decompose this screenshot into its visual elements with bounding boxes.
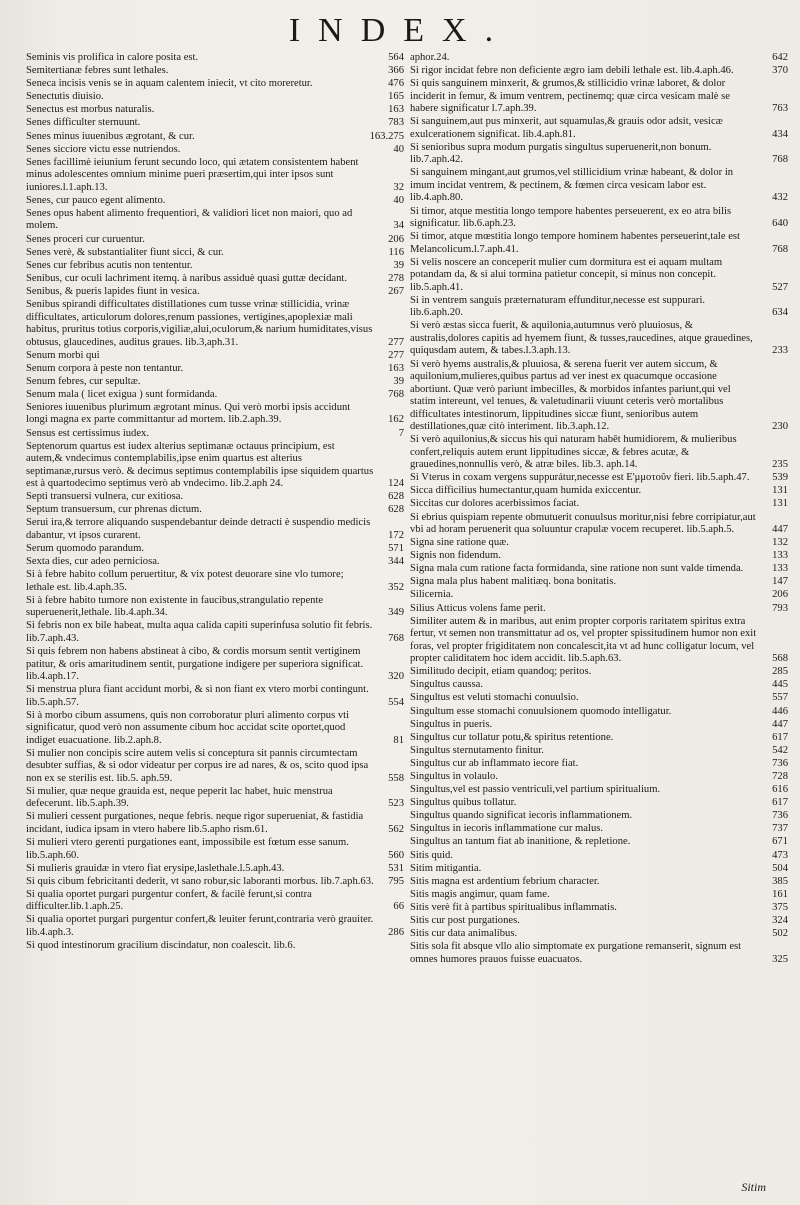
index-entry (410, 616, 788, 666)
entry-text: Si Vterus in coxam vergens suppurátur,necesse est E'μμοτοῦν fieri. lib.5.aph.47. (410, 472, 750, 484)
entry-text: Seneca incisis venis se in aquam calentem iniecit, vt cito moreretur. (26, 78, 313, 90)
index-entry (26, 286, 404, 299)
entry-page-number: 531 (388, 862, 404, 874)
entry-page-number: 642 (772, 52, 788, 63)
entry-page-number: 133 (772, 550, 788, 562)
entry-text: Septi transuersi vulnera, cur exitiosa. (26, 491, 184, 503)
entry-page-number: 40 (393, 143, 404, 155)
entry-text: Si à febre habito collum peruertitur, & vix potest deuorare sine vlo tumore; lethale est. lib.4.aph.35. (26, 569, 344, 593)
entry-page-number: 434 (772, 128, 788, 140)
index-entry (26, 208, 404, 233)
index-entry (410, 941, 788, 966)
entry-page-number: 230 (772, 421, 788, 433)
entry-text: Senes minus iuuenibus ægrotant, & cur. (26, 130, 195, 142)
entry-text: Senes, cur pauco egent alimento. (26, 194, 166, 206)
index-entry (410, 206, 788, 231)
entry-page-number: 206 (772, 589, 788, 601)
entry-page-number: 324 (772, 915, 788, 927)
index-entry (26, 260, 404, 273)
entry-text: Senes opus habent alimento frequentiori, & validiori licet non maiori, quo ad molem. (26, 207, 353, 232)
index-entry (26, 234, 404, 247)
entry-text: Si sanguinem,aut pus minxerit, aut squamulas,& grauis odor adsit, vesicæ exulcerationem significat. lib.4.aph.81. (410, 116, 723, 140)
entry-page-number: 571 (388, 543, 404, 555)
entry-text: Si febris non ex bile habeat, multa aqua calida capiti superinfusa solutio fit febris. lib.7.aph.43. (26, 620, 373, 644)
entry-page-number: 628 (388, 504, 404, 516)
entry-page-number: 163 (388, 104, 404, 116)
index-entry (410, 758, 788, 771)
entry-text: Senes verè, & substantialiter fiunt sicci, & cur. (26, 246, 224, 258)
entry-page-number: 34 (393, 220, 404, 232)
index-entry (26, 876, 404, 889)
index-entry (26, 363, 404, 376)
entry-text: Singultus cur tollatur potu,& spiritus retentione. (410, 731, 614, 743)
entry-text: Si à febre habito tumore non existente in faucibus,strangulatio repente superuenerit,lethale. lib.4.aph.34. (26, 594, 324, 619)
entry-text: Si verò aquilonius,& siccus his qui naturam habēt humidiorem, & mulieribus confert,reliquis autem erunt lippitudines siccæ, & febres acutæ, & grauedines,nonnullis verò, & atræ biles. lib.3. aph.14. (410, 434, 737, 471)
index-entry (410, 836, 788, 849)
index-entry (26, 863, 404, 876)
entry-text: Senectus est morbus naturalis. (26, 104, 155, 116)
index-entry (26, 914, 404, 939)
entry-page-number: 66 (393, 901, 404, 913)
index-entry (26, 543, 404, 556)
entry-text: Si timor, atque mœstitia longo tempore hominem habentes perseuerint,tale est Melancolicum.l.7.aph.41. (410, 231, 740, 255)
index-entry (26, 117, 404, 130)
entry-page-number: 147 (772, 576, 788, 588)
entry-page-number: 267 (388, 285, 404, 297)
entry-text: Senes cur febribus acutis non tententur. (26, 259, 193, 271)
entry-page-number: 523 (388, 798, 404, 810)
entry-text: Singultum esse stomachi conuulsionem quomodo intelligatur. (410, 705, 672, 717)
entry-text: Singultus in volaulo. (410, 771, 498, 782)
entry-text: Sexta dies, cur adeo perniciosa. (26, 556, 160, 568)
index-entry (26, 350, 404, 363)
entry-page-number: 81 (393, 734, 404, 746)
entry-page-number: 375 (772, 901, 788, 913)
entry-page-number: 793 (772, 602, 788, 614)
entry-text: Similitudo decipit, etiam quandoq; peritos. (410, 666, 592, 678)
entry-page-number: 131 (772, 485, 788, 497)
entry-page-number: 628 (388, 491, 404, 503)
entry-page-number: 554 (388, 696, 404, 708)
entry-text: Singultus quando significat iecoris inflammationem. (410, 810, 633, 822)
entry-text: Sitis cur post purgationes. (410, 915, 520, 927)
entry-text: Si velis noscere an conceperit mulier cum dormitura est ei aquam multam potandam da, & si alui tormina patietur concepit, si minus non concepit. lib.5.aph.41. (410, 256, 723, 293)
entry-page-number: 277 (388, 349, 404, 361)
entry-text: Si à morbo cibum assumens, quis non corroboratur pluri alimento corpus vti significatur, quod verò non assumente cibum hoc accidat scite oportet,quod indiget euacuatione. lib.2.aph.8. (26, 709, 350, 746)
entry-text: Si mulier, quæ neque grauida est, neque peperit lac habet, huic menstrua defecerunt. lib.5.aph.39. (26, 785, 333, 810)
entry-text: Senibus, cur oculi lachriment itemq. à naribus assiduè quasi guttæ decidant. (26, 272, 347, 284)
entry-text: Senes facillimè ieiunium ferunt secundo loco, qui ætatem consistentem habent minus adolescentes omnium minime pueri præsertim,qui inter ipsos sunt iuniores.l.1.aph.13. (26, 156, 359, 193)
index-entry (410, 257, 788, 295)
index-entry (26, 402, 404, 427)
entry-page-number: 671 (772, 836, 788, 848)
entry-page-number: 385 (772, 875, 788, 887)
entry-page-number: 634 (772, 307, 788, 319)
entry-text: Si mulieris grauidæ in vtero fiat erysipe,laslethale.l.5.aph.43. (26, 862, 285, 874)
entry-text: Sitis cur data animalibus. (410, 928, 518, 940)
entry-text: Singultus an tantum fiat ab inanitione, & repletione. (410, 836, 631, 848)
entry-text: Singultus quibus tollatur. (410, 797, 517, 809)
entry-page-number: 616 (772, 784, 788, 796)
index-entry (410, 78, 788, 116)
entry-page-number: 768 (388, 388, 404, 400)
entry-text: Sitim mitigantia. (410, 862, 482, 874)
entry-text: Senum mala ( licet exigua ) sunt formidanda. (26, 388, 218, 400)
index-entry (26, 837, 404, 862)
index-entry (26, 65, 404, 78)
index-entry (26, 195, 404, 208)
entry-page-number: 560 (388, 849, 404, 861)
index-entry (26, 389, 404, 402)
entry-text: Seminis vis prolifica in calore posita est. (26, 52, 199, 63)
entry-text: Singultus in pueris. (410, 718, 493, 730)
entry-text: Singultus cur ab inflammato iecore fiat. (410, 757, 579, 769)
entry-page-number: 476 (388, 78, 404, 90)
index-entry (26, 620, 404, 645)
index-entry (410, 512, 788, 537)
entry-page-number: 768 (772, 154, 788, 166)
entry-page-number: 277 (388, 336, 404, 348)
entry-text: Si rigor incidat febre non deficiente ægro iam debili lethale est. lib.4.aph.46. (410, 65, 734, 77)
entry-page-number: 768 (388, 632, 404, 644)
catchword: Sitim (741, 1180, 766, 1194)
entry-text: Silius Atticus volens fame perit. (410, 602, 546, 614)
entry-page-number: 542 (772, 744, 788, 756)
entry-page-number: 344 (388, 556, 404, 568)
index-entry (410, 692, 788, 705)
index-entry (410, 485, 788, 498)
entry-text: Signis non fidendum. (410, 550, 501, 562)
entry-page-number: 349 (388, 607, 404, 619)
entry-page-number: 286 (388, 926, 404, 938)
entry-page-number: 325 (772, 953, 788, 965)
entry-page-number: 40 (393, 194, 404, 206)
index-entry (410, 797, 788, 810)
index-entry (410, 550, 788, 563)
entry-page-number: 366 (388, 65, 404, 77)
entry-text: Si in ventrem sanguis præternaturam effunditur,necesse est suppurari. lib.6.aph.20. (410, 294, 706, 319)
entry-text: Sitis quid. (410, 849, 453, 861)
entry-text: Senes sicciore victu esse nutriendos. (26, 143, 181, 155)
entry-text: Si mulieri cessent purgationes, neque febris. neque rigor superueniat, & fastidia incidant, iudica ipsam in vtero habere lib.5.apho rism.61. (26, 811, 364, 835)
index-entry (26, 748, 404, 786)
entry-page-number: 162 (388, 414, 404, 426)
entry-text: Senum morbi qui (26, 349, 100, 361)
index-entry (410, 537, 788, 550)
entry-text: Senes difficulter sternuunt. (26, 117, 141, 129)
index-entry (410, 719, 788, 732)
entry-text: Silicernia. (410, 589, 454, 601)
entry-text: Si ebrius quispiam repente obmutuerit conuulsus moritur,nisi febre corripiatur,aut vbi ad horam peruenerit qua soluuntur crapulæ vocem recuperet. lib.5.aph.5. (410, 511, 756, 535)
entry-page-number: 165 (388, 91, 404, 103)
index-entry (410, 65, 788, 78)
entry-text: Signa mala cum ratione facta formidanda, sine ratione non sunt valde timenda. (410, 563, 744, 575)
right-column (410, 52, 788, 967)
entry-text: Sicca difficilius humectantur,quam humida exiccentur. (410, 485, 642, 497)
entry-text: Singultus est veluti stomachi conuulsio. (410, 692, 579, 704)
index-entry (26, 376, 404, 389)
entry-page-number: 124 (388, 478, 404, 490)
index-entry (26, 646, 404, 684)
entry-page-number: 558 (388, 772, 404, 784)
entry-page-number: 617 (772, 797, 788, 809)
index-entry (410, 116, 788, 141)
entry-text: Singultus,vel est passio ventriculi,vel partium spiritualium. (410, 784, 661, 796)
entry-page-number: 352 (388, 581, 404, 593)
index-entry (410, 563, 788, 576)
entry-text: Singultus in iecoris inflammatione cur malus. (410, 823, 604, 835)
index-entry (26, 940, 404, 953)
index-entry (410, 434, 788, 472)
entry-text: Septenorum quartus est iudex alterius septimanæ octauus principium, est autem,& vndecimus contemplabilis,ipse enim quartus est alterius septimanæ,rursus verò. & decimus septimus contemplabilis ipse siquidem quartus est à quartodecimo septimus verò ab vndecimo. lib.2.aph 24. (26, 440, 374, 490)
entry-page-number: 736 (772, 757, 788, 769)
entry-page-number: 568 (772, 653, 788, 665)
entry-page-number: 736 (772, 810, 788, 822)
entry-text: Senibus, & pueris lapides fiunt in vesica. (26, 285, 200, 297)
index-entry (26, 247, 404, 260)
left-column (26, 52, 404, 953)
entry-page-number: 39 (393, 259, 404, 271)
entry-text: Sensus est certissimus iudex. (26, 427, 149, 439)
index-entry (410, 889, 788, 902)
entry-text: Septum transuersum, cur phrenas dictum. (26, 504, 202, 516)
index-entry (410, 876, 788, 889)
index-entry (410, 142, 788, 167)
entry-page-number: 206 (388, 233, 404, 245)
entry-text: Singultus sternutamento finitur. (410, 744, 544, 756)
entry-page-number: 131 (772, 498, 788, 510)
index-entry (26, 491, 404, 504)
index-entry (410, 576, 788, 589)
index-entry (410, 745, 788, 758)
index-entry (26, 504, 404, 517)
entry-text: Si qualia oportet purgari purgentur confert, & facilè ferunt,si contra difficulter.lib.1.aph.25. (26, 888, 312, 913)
index-entry (26, 889, 404, 914)
index-entry (26, 595, 404, 620)
index-entry (26, 91, 404, 104)
entry-page-number: 32 (393, 181, 404, 193)
entry-text: Serui ira,& terrore aliquando suspendebantur deinde detracti è suspendio medicis dabantur, vt ipsos curarent. (26, 517, 371, 541)
entry-text: Si quis sanguinem minxerit, & grumos,& stillicidio vrinæ laboret, & dolor inciderit in femur, & imum ventrem, pectinemq; quæ circa vesicam malè se habere significatur l.7.aph.39. (410, 78, 730, 115)
index-entry (410, 810, 788, 823)
index-entry (26, 428, 404, 441)
index-entry (26, 710, 404, 748)
index-entry (410, 52, 788, 65)
entry-page-number: 617 (772, 731, 788, 743)
entry-text: Signa mala plus habent malitiæq. bona bonitatis. (410, 576, 616, 588)
index-entry (26, 157, 404, 195)
entry-page-number: 163 (388, 362, 404, 374)
entry-text: Semitertianæ febres sunt lethales. (26, 65, 169, 77)
entry-page-number: 320 (388, 671, 404, 682)
index-entry (26, 556, 404, 569)
entry-text: Singultus caussa. (410, 679, 483, 691)
entry-text: Sitis sola fit absque vllo alio simptomate ex purgatione remanserit, signum est omnes humores prauos fuisse euacuatos. (410, 941, 742, 965)
entry-page-number: 172 (388, 529, 404, 541)
entry-page-number: 768 (772, 243, 788, 255)
entry-text: Si verò æstas sicca fuerit, & aquilonia,autumnus verò pluuiosus, & australis,dolores capitis ad hyemem fiunt, & tusses,raucedines, atque grauedines, quiqusdam autem, & tabes.l.3.aph.13. (410, 320, 753, 357)
index-entry (410, 603, 788, 616)
entry-page-number: 557 (772, 692, 788, 704)
index-entry (26, 569, 404, 594)
index-entry (410, 320, 788, 358)
entry-page-number: 161 (772, 888, 788, 900)
entry-text: Sitis magna est ardentium febrium character. (410, 875, 600, 887)
index-entry (410, 472, 788, 485)
entry-text: Si mulieri vtero gerenti purgationes eant, impossibile est fœtum esse sanum. lib.5.aph.60. (26, 837, 349, 861)
index-entry (26, 299, 404, 349)
entry-text: Si timor, atque mestitia longo tempore habentes perseuerent, ex eo atra bilis significatur. lib.6.aph.23. (410, 205, 732, 230)
index-entry (26, 273, 404, 286)
entry-page-number: 370 (772, 65, 788, 77)
entry-text: Senum corpora à peste non tentantur. (26, 362, 184, 374)
entry-page-number: 504 (772, 862, 788, 874)
entry-page-number: 285 (772, 666, 788, 678)
entry-text: Si mulier non concipis scire autem velis si conceptura sit pannis circumtectam desubter suffias, & si odor videatur per corpus ire ad nares, & os, scito quod ipsa non ex se sterilis est. lib.5. aph.59. (26, 747, 369, 784)
index-entry (410, 359, 788, 434)
entry-text: Si senioribus supra modum purgatis singultus superuenerit,non bonum. lib.7.aph.42. (410, 141, 712, 166)
index-entry (26, 786, 404, 811)
entry-page-number: 640 (772, 218, 788, 230)
index-entry (410, 666, 788, 679)
index-entry (410, 850, 788, 863)
entry-text: Siccitas cur dolores acerbissimos faciat. (410, 498, 580, 510)
entry-page-number: 445 (772, 679, 788, 691)
entry-page-number: 432 (772, 192, 788, 204)
index-entry (26, 104, 404, 117)
index-entry (26, 131, 404, 144)
entry-text: Si quod intestinorum gracilium discindatur, non coalescit. lib.6. (26, 940, 296, 952)
entry-page-number: 447 (772, 718, 788, 730)
entry-text: Si qualia oportet purgari purgentur confert,& leuiter ferunt,contraria verò grauiter. lib.4.aph.3. (26, 914, 374, 938)
entry-page-number: 473 (772, 849, 788, 861)
index-entry (410, 771, 788, 784)
page-title: INDEX. (288, 12, 512, 49)
entry-page-number: 763 (772, 103, 788, 115)
entry-page-number: 564 (388, 52, 404, 63)
index-entry (410, 498, 788, 511)
index-entry (410, 231, 788, 256)
index-entry (410, 295, 788, 320)
index-entry (410, 915, 788, 928)
index-entry (26, 684, 404, 709)
entry-text: Serum quomodo parandum. (26, 543, 144, 555)
entry-page-number: 446 (772, 705, 788, 717)
entry-page-number: 447 (772, 524, 788, 535)
index-entry (26, 441, 404, 491)
entry-page-number: 737 (772, 823, 788, 835)
entry-text: Si verò hyems australis,& pluuiosa, & serena fuerit ver autem siccum, & aquilonium,mulieres,quibus partus ad ver inest ex quacumque occasione abortiunt. Quæ verò pariunt imbecilles, & morbidos infantes pariunt,qui vel statim intereunt, vel tenues, & valetudinarii viuunt ceteris verò mortalibus difficultates intestinorum, lippitudines siccæ fiunt, senioribus autem destillationes,quæ citò interiment. lib.3.aph.12. (410, 358, 731, 433)
index-entry (410, 732, 788, 745)
entry-page-number: 502 (772, 928, 788, 940)
entry-page-number: 132 (772, 537, 788, 549)
index-entry (410, 902, 788, 915)
entry-page-number: 163.275 (369, 130, 404, 142)
entry-page-number: 278 (388, 272, 404, 284)
index-entry (26, 144, 404, 157)
entry-text: Senes proceri cur curuentur. (26, 233, 145, 245)
entry-page-number: 235 (772, 459, 788, 471)
entry-page-number: 728 (772, 771, 788, 782)
index-entry (26, 52, 404, 65)
entry-text: Signa sine ratione quæ. (410, 537, 509, 549)
index-entry (26, 78, 404, 91)
index-entry (410, 589, 788, 602)
entry-page-number: 133 (772, 563, 788, 575)
entry-text: Si quis cibum febricitanti dederit, vt sano robur,sic laboranti morbus. lib.7.aph.63. (26, 875, 374, 887)
entry-page-number: 539 (772, 472, 788, 484)
entry-page-number: 783 (388, 117, 404, 129)
entry-text: Senibus spirandi difficultates distillationes cum tusse vrinæ stillicidia, vrinæ difficultates, articulorum dolores,renum passiones, vertigines,apoplexiæ mali habitus, pruritus totius corporis,vigiliæ,alui,oculorum,& narium humiditates,visus obtusus, glaucedines, auditus graues. lib.3,aph.31. (26, 299, 373, 348)
index-entry (26, 517, 404, 542)
entry-text: Seniores iuuenibus plurimum ægrotant minus. Qui verò morbi ipsis accidunt longi magna ex parte committantur ad mortem. lib.2.aph.39. (26, 401, 351, 426)
entry-page-number: 527 (772, 281, 788, 293)
entry-text: Sitis magis angimur, quam fame. (410, 888, 550, 900)
index-entry (410, 863, 788, 876)
index-entry (410, 706, 788, 719)
entry-page-number: 795 (388, 875, 404, 887)
entry-text: Si menstrua plura fiant accidunt morbi, & si non fiant ex vtero morbi contingunt. lib.5.aph.57. (26, 684, 369, 708)
entry-text: Senectutis diuisio. (26, 91, 104, 103)
index-entry (410, 679, 788, 692)
index-entry (410, 823, 788, 836)
index-entry (410, 928, 788, 941)
entry-page-number: 7 (398, 427, 404, 439)
entry-text: Sitis verè fit à partibus spiritualibus inflammatis. (410, 901, 617, 913)
entry-text: Si sanguinem mingant,aut grumos,vel stillicidium vrinæ habeant, & dolor in imum incidat ventrem, & pectinem, & fœmen circa vesicam labor est. lib.4.aph.80. (410, 167, 734, 204)
index-entry (26, 811, 404, 836)
entry-page-number: 233 (772, 345, 788, 357)
entry-text: Senum febres, cur sepultæ. (26, 375, 141, 387)
entry-page-number: 562 (388, 823, 404, 835)
entry-page-number: 39 (393, 375, 404, 387)
index-entry (410, 167, 788, 205)
entry-text: Si quis febrem non habens abstineat à cibo, & cordis morsum sentit vertiginem patitur, & oris amaritudinem sentit, purgatione indigere per superiora significat. lib.4.aph.17. (26, 646, 364, 682)
entry-text: aphor.24. (410, 52, 450, 63)
entry-text: Similiter autem & in maribus, aut enim propter corporis raritatem spiritus extra fertur, vt semen non transmittatur ad os, vel propter spissitudinem humor non exit foras, vel propter frigiditatem non concalescit,ita vt ad hunc colligatur locum, vel propter caliditatem hoc idem accidit. lib.5.aph.63. (410, 615, 757, 665)
index-entry (410, 784, 788, 797)
entry-page-number: 116 (388, 246, 404, 258)
